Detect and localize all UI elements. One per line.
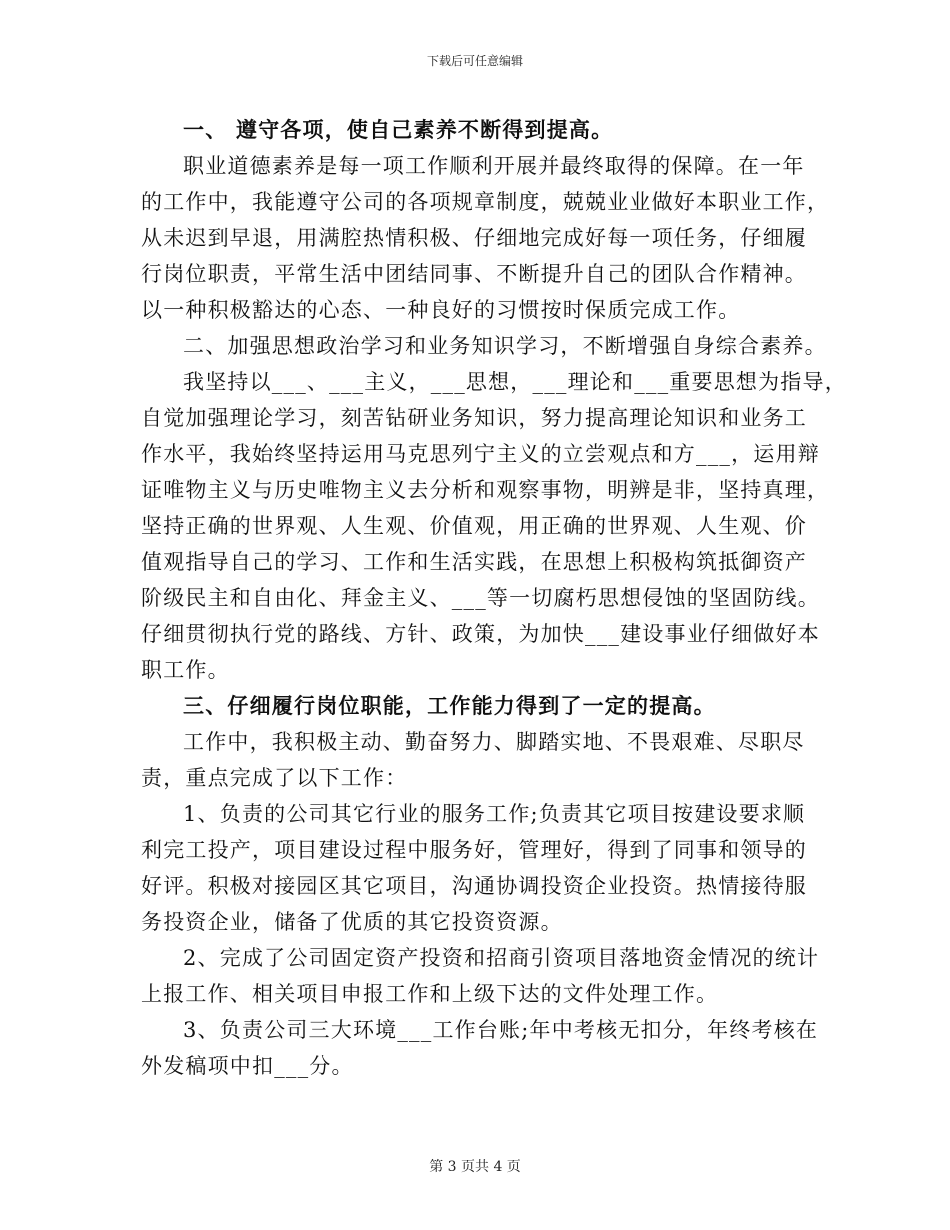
paragraph-line: 二、加强思想政治学习和业务知识学习，不断增强自身综合素养。 (183, 334, 827, 358)
paragraph-line: 职工作。 (141, 658, 230, 682)
paragraph-line: 职业道德素养是每一项工作顺利开展并最终取得的保障。在一年 (183, 154, 805, 178)
paragraph-line: 行岗位职责，平常生活中团结同事、不断提升自己的团队合作精神。 (141, 262, 807, 286)
section-heading: 一、 遵守各项，使自己素养不断得到提高。 (183, 117, 614, 142)
paragraph-line: 坚持正确的世界观、人生观、价值观，用正确的世界观、人生观、价 (141, 514, 807, 538)
paragraph-line: 1、负责的公司其它行业的服务工作;负责其它项目按建设要求顺 (183, 802, 806, 826)
paragraph-line: 3、负责公司三大环境___工作台账;年中考核无扣分，年终考核在 (183, 1018, 819, 1042)
paragraph-line: 利完工投产，项目建设过程中服务好，管理好，得到了同事和领导的 (141, 838, 807, 862)
paragraph-line: 从未迟到早退，用满腔热情积极、仔细地完成好每一项任务，仔细履 (141, 226, 807, 250)
paragraph-line: 证唯物主义与历史唯物主义去分析和观察事物，明辨是非，坚持真理， (141, 478, 830, 502)
paragraph-line: 作水平，我始终坚持运用马克思列宁主义的立尝观点和方___，运用辩 (141, 442, 820, 466)
paragraph-line: 仔细贯彻执行党的路线、方针、政策，为加快___建设事业仔细做好本 (141, 622, 820, 646)
paragraph-line: 值观指导自己的学习、工作和生活实践，在思想上积极构筑抵御资产 (141, 550, 807, 574)
paragraph-line: 我坚持以___、___主义，___思想，___理论和___重要思想为指导， (183, 370, 847, 394)
paragraph-line: 以一种积极豁达的心态、一种良好的习惯按时保质完成工作。 (141, 298, 741, 322)
section-heading: 三、仔细履行岗位职能，工作能力得到了一定的提高。 (183, 693, 716, 718)
paragraph-line: 2、完成了公司固定资产投资和招商引资项目落地资金情况的统计 (183, 946, 820, 970)
paragraph-line: 自觉加强理论学习，刻苦钻研业务知识，努力提高理论知识和业务工 (141, 406, 807, 430)
paragraph-line: 工作中，我积极主动、勤奋努力、脚踏实地、不畏艰难、尽职尽 (183, 730, 805, 754)
paragraph-line: 的工作中，我能遵守公司的各项规章制度，兢兢业业做好本职业工作， (141, 190, 830, 214)
paragraph-line: 阶级民主和自由化、拜金主义、___等一切腐朽思想侵蚀的坚固防线。 (141, 586, 820, 610)
page-header: 下载后可任意编辑 (426, 54, 523, 68)
document-body (141, 112, 847, 1084)
page-footer: 第 3 页共 4 页 (429, 1159, 521, 1175)
paragraph-line: 务投资企业，储备了优质的其它投资资源。 (141, 910, 563, 934)
paragraph-line: 好评。积极对接园区其它项目，沟通协调投资企业投资。热情接待服 (141, 874, 807, 898)
paragraph-line: 责，重点完成了以下工作： (141, 766, 408, 790)
paragraph-line: 外发稿项中扣___分。 (141, 1054, 354, 1078)
paragraph-line: 上报工作、相关项目申报工作和上级下达的文件处理工作。 (141, 982, 719, 1006)
